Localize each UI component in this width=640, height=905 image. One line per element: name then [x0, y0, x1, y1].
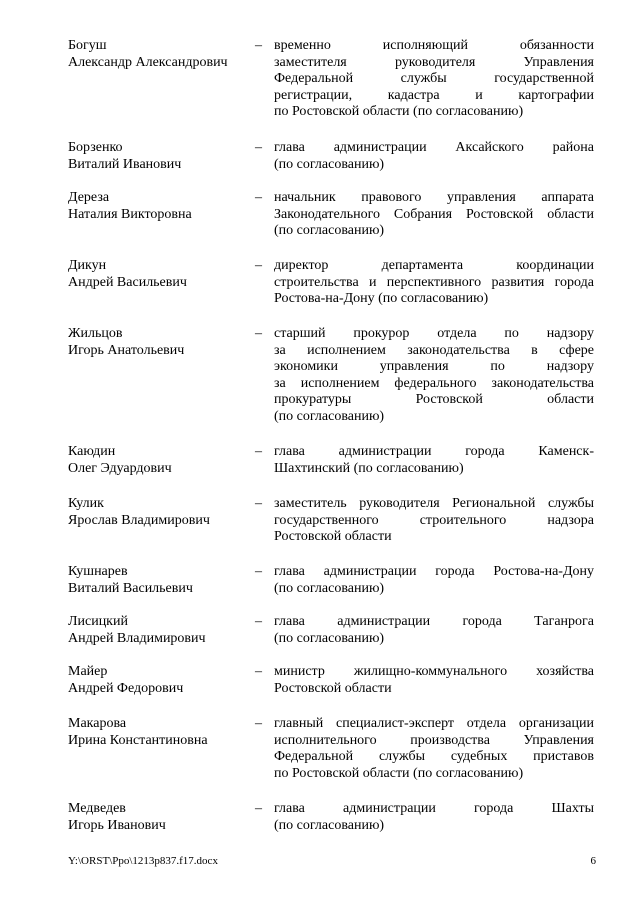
- position-line: Шахтинский (по согласованию): [274, 460, 464, 476]
- position-line: (по согласованию): [274, 817, 385, 833]
- member-surname: Медведев: [68, 801, 126, 816]
- position-line: по Ростовской области (по согласованию): [274, 104, 524, 119]
- separator-dash: –: [255, 564, 262, 579]
- member-position: [274, 444, 594, 477]
- member-position: [274, 716, 594, 782]
- separator-dash: –: [255, 614, 262, 629]
- member-surname: Кушнарев: [68, 564, 128, 579]
- position-line: глава администрации города Каменск-: [274, 444, 594, 459]
- position-line: начальник правового управления аппарата: [274, 190, 594, 205]
- position-line: глава администрации города Шахты: [274, 801, 594, 816]
- member-given-names: Игорь Анатольевич: [68, 342, 185, 358]
- member-surname: Дереза: [68, 190, 110, 205]
- member-position: [274, 664, 594, 697]
- member-given-names: Андрей Владимирович: [68, 630, 206, 646]
- separator-dash: –: [255, 444, 262, 459]
- position-line: (по согласованию): [274, 630, 385, 646]
- member-given-names: Виталий Васильевич: [68, 580, 193, 596]
- page-number: 6: [590, 855, 596, 867]
- member-name: [68, 140, 253, 173]
- position-line: экономики управления по надзору: [274, 359, 594, 374]
- member-surname: Макарова: [68, 716, 127, 731]
- position-line: Ростова-на-Дону (по согласованию): [274, 291, 489, 306]
- member-name: [68, 614, 253, 647]
- separator-dash: –: [255, 326, 262, 341]
- member-surname: Каюдин: [68, 444, 116, 459]
- footer-file-path: Y:\ORST\Ppo\1213p837.f17.docx: [68, 855, 218, 867]
- position-line: (по согласованию): [274, 580, 385, 596]
- member-surname: Кулик: [68, 496, 104, 511]
- member-name: [68, 326, 253, 359]
- separator-dash: –: [255, 496, 262, 511]
- separator-dash: –: [255, 801, 262, 816]
- member-position: [274, 496, 594, 546]
- position-line: строительства и перспективного развития города: [274, 274, 594, 290]
- member-position: [274, 258, 594, 308]
- member-given-names: Олег Эдуардович: [68, 460, 172, 476]
- member-surname: Богуш: [68, 38, 107, 53]
- position-line: (по согласованию): [274, 408, 385, 424]
- member-position: [274, 140, 594, 173]
- member-position: [274, 38, 594, 121]
- separator-dash: –: [255, 716, 262, 731]
- member-name: [68, 664, 253, 697]
- member-given-names: Александр Александрович: [68, 54, 228, 70]
- position-line: глава администрации города Таганрога: [274, 614, 594, 629]
- position-line: (по согласованию): [274, 156, 385, 172]
- member-surname: Жильцов: [68, 326, 123, 341]
- position-line: прокуратуры Ростовской области: [274, 392, 594, 407]
- separator-dash: –: [255, 664, 262, 679]
- member-position: [274, 190, 594, 240]
- member-given-names: Ярослав Владимирович: [68, 512, 210, 528]
- member-given-names: Андрей Васильевич: [68, 274, 187, 290]
- member-surname: Майер: [68, 664, 108, 679]
- member-given-names: Ирина Константиновна: [68, 732, 208, 748]
- position-line: директор департамента координации: [274, 258, 594, 273]
- position-line: (по согласованию): [274, 223, 385, 238]
- member-surname: Борзенко: [68, 140, 123, 155]
- member-position: [274, 801, 594, 834]
- position-line: Ростовской области: [274, 529, 392, 544]
- separator-dash: –: [255, 258, 262, 273]
- position-line: заместитель руководителя Региональной службы: [274, 496, 594, 511]
- position-line: за исполнением законодательства в сфере: [274, 342, 594, 358]
- position-line: старший прокурор отдела по надзору: [274, 326, 594, 341]
- member-name: [68, 801, 253, 834]
- member-name: [68, 190, 253, 223]
- position-line: заместителя руководителя Управления: [274, 54, 594, 70]
- separator-dash: –: [255, 140, 262, 155]
- position-line: исполнительного производства Управления: [274, 732, 594, 748]
- position-line: регистрации, кадастра и картографии: [274, 87, 594, 103]
- position-line: главный специалист-эксперт отдела организации: [274, 716, 594, 731]
- position-line: глава администрации города Ростова-на-Дону: [274, 564, 594, 579]
- position-line: министр жилищно-коммунального хозяйства: [274, 664, 594, 679]
- position-line: по Ростовской области (по согласованию): [274, 765, 524, 781]
- member-name: [68, 258, 253, 291]
- member-surname: Дикун: [68, 258, 107, 273]
- separator-dash: –: [255, 190, 262, 205]
- member-name: [68, 496, 253, 529]
- member-given-names: Виталий Иванович: [68, 156, 182, 172]
- position-line: Законодательного Собрания Ростовской области: [274, 206, 594, 222]
- position-line: глава администрации Аксайского района: [274, 140, 594, 155]
- position-line: временно исполняющий обязанности: [274, 38, 594, 53]
- member-name: [68, 564, 253, 597]
- position-line: Федеральной службы судебных приставов: [274, 749, 594, 764]
- position-line: Федеральной службы государственной: [274, 71, 594, 86]
- separator-dash: –: [255, 38, 262, 53]
- member-name: [68, 444, 253, 477]
- member-name: [68, 38, 253, 71]
- position-line: государственного строительного надзора: [274, 512, 594, 528]
- position-line: за исполнением федерального законодательства: [274, 375, 594, 391]
- member-position: [274, 326, 594, 425]
- member-given-names: Наталия Викторовна: [68, 206, 192, 222]
- member-name: [68, 716, 253, 749]
- member-position: [274, 614, 594, 647]
- member-given-names: Игорь Иванович: [68, 817, 166, 833]
- member-position: [274, 564, 594, 597]
- member-surname: Лисицкий: [68, 614, 128, 629]
- member-given-names: Андрей Федорович: [68, 680, 184, 696]
- position-line: Ростовской области: [274, 680, 392, 696]
